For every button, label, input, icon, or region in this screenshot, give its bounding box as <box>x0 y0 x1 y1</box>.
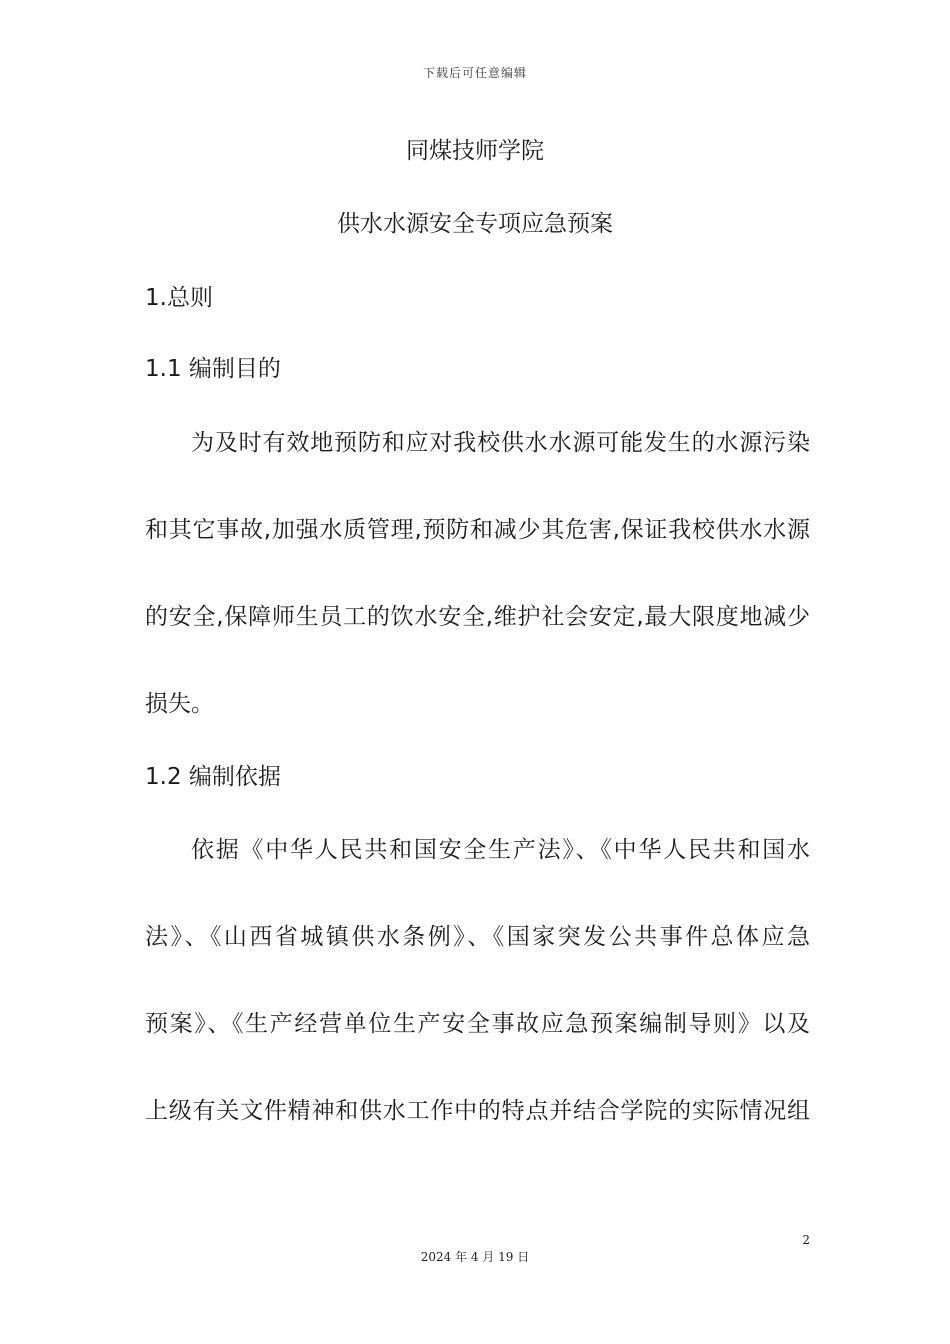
paragraph-purpose-line-1: 为及时有效地预防和应对我校供水水源可能发生的水源污染 <box>191 430 810 456</box>
paragraph-purpose-line-4: 损失。 <box>145 691 214 717</box>
paragraph-purpose-line-2: 和其它事故,加强水质管理,预防和减少其危害,保证我校供水水源 <box>145 517 810 543</box>
paragraph-purpose-line-3: 的安全,保障师生员工的饮水安全,维护社会安定,最大限度地减少 <box>145 604 810 630</box>
footer-date: 2024 年 4 月 19 日 <box>420 1250 530 1264</box>
org-title: 同煤技师学院 <box>406 138 544 164</box>
section-heading-basis: 1.2 编制依据 <box>145 764 281 790</box>
paragraph-basis-line-3: 预案》、《生产经营单位生产安全事故应急预案编制导则》以及 <box>145 1011 810 1037</box>
document-title: 供水水源安全专项应急预案 <box>337 211 613 237</box>
paragraph-basis-line-1: 依据《中华人民共和国安全生产法》、《中华人民共和国水 <box>191 837 810 863</box>
paragraph-basis-line-4: 上级有关文件精神和供水工作中的特点并结合学院的实际情况组 <box>145 1098 810 1124</box>
paragraph-basis-line-2: 法》、《山西省城镇供水条例》、《国家突发公共事件总体应急 <box>145 924 810 950</box>
page-number: 2 <box>802 1233 810 1247</box>
section-heading-general: 1.总则 <box>145 285 213 311</box>
section-heading-purpose: 1.1 编制目的 <box>145 356 281 382</box>
header-note: 下载后可任意编辑 <box>422 66 527 80</box>
